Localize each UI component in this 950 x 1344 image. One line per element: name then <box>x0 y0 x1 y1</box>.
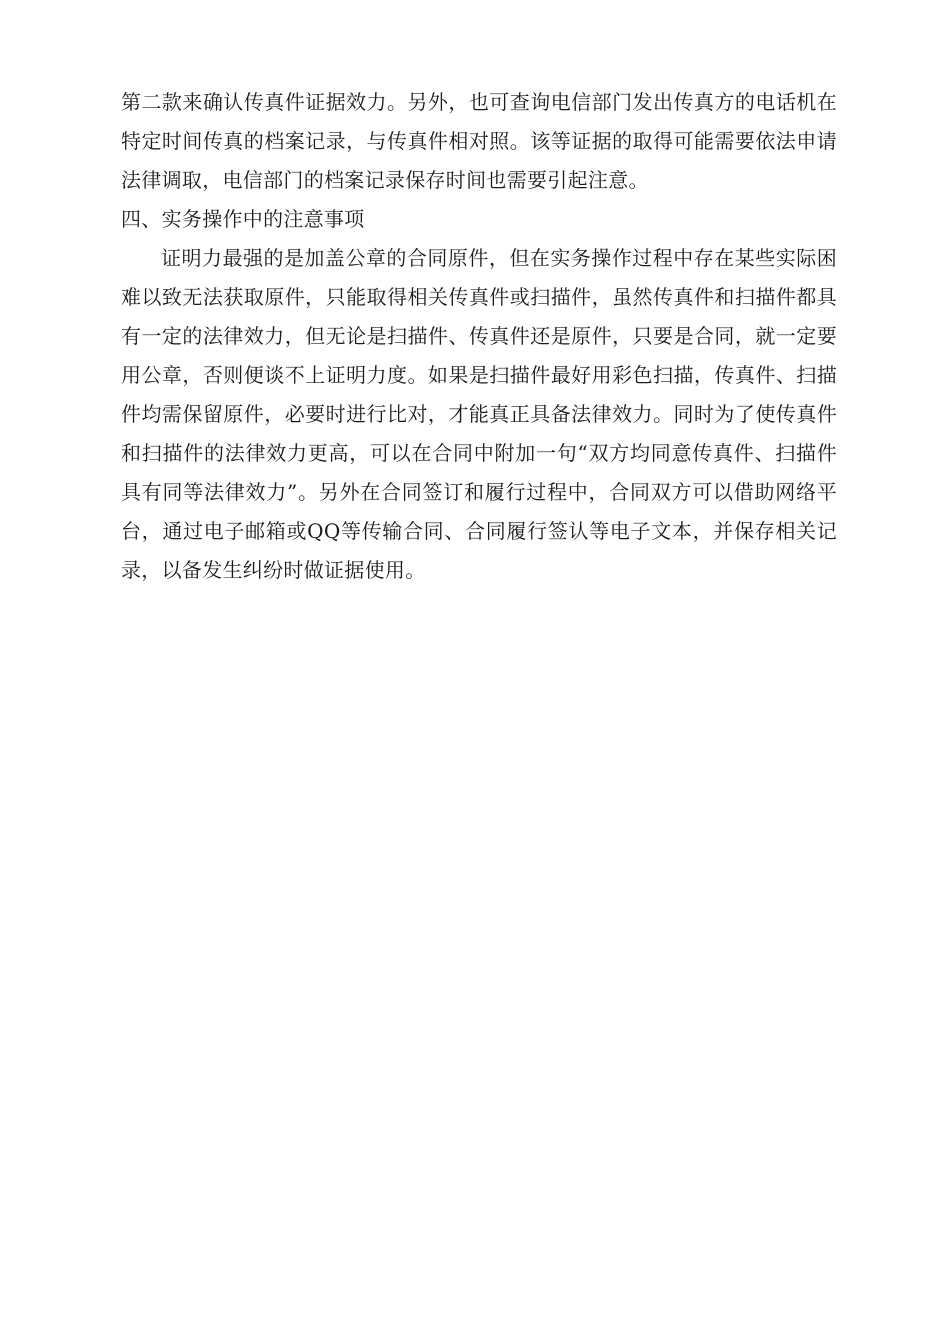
paragraph-line: 台，通过电子邮箱或QQ等传输合同、合同履行签认等电子文本，并保存相关记 <box>121 519 837 543</box>
paragraph-notes <box>121 239 837 590</box>
section-heading: 四、实务操作中的注意事项 <box>121 207 365 231</box>
paragraph-line: 第二款来确认传真件证据效力。另外，也可查询电信部门发出传真方的电话机在 <box>121 90 837 114</box>
paragraph-line: 难以致无法获取原件，只能取得相关传真件或扫描件，虽然传真件和扫描件都具 <box>121 285 837 309</box>
paragraph-line: 录，以备发生纠纷时做证据使用。 <box>121 558 426 582</box>
paragraph-line: 法律调取，电信部门的档案记录保存时间也需要引起注意。 <box>121 168 649 192</box>
paragraph-continued <box>121 83 837 200</box>
paragraph-line: 件均需保留原件，必要时进行比对，才能真正具备法律效力。同时为了使传真件 <box>121 402 837 426</box>
paragraph-line: 有一定的法律效力，但无论是扫描件、传真件还是原件，只要是合同，就一定要 <box>121 324 837 348</box>
paragraph-line: 用公章，否则便谈不上证明力度。如果是扫描件最好用彩色扫描，传真件、扫描 <box>121 363 837 387</box>
paragraph-line: 具有同等法律效力”。另外在合同签订和履行过程中，合同双方可以借助网络平 <box>121 480 837 504</box>
paragraph-line: 证明力最强的是加盖公章的合同原件，但在实务操作过程中存在某些实际困 <box>161 246 837 270</box>
paragraph-line: 和扫描件的法律效力更高，可以在合同中附加一句“双方均同意传真件、扫描件 <box>121 441 837 465</box>
paragraph-line: 特定时间传真的档案记录，与传真件相对照。该等证据的取得可能需要依法申请 <box>121 129 837 153</box>
document-body <box>121 83 837 590</box>
